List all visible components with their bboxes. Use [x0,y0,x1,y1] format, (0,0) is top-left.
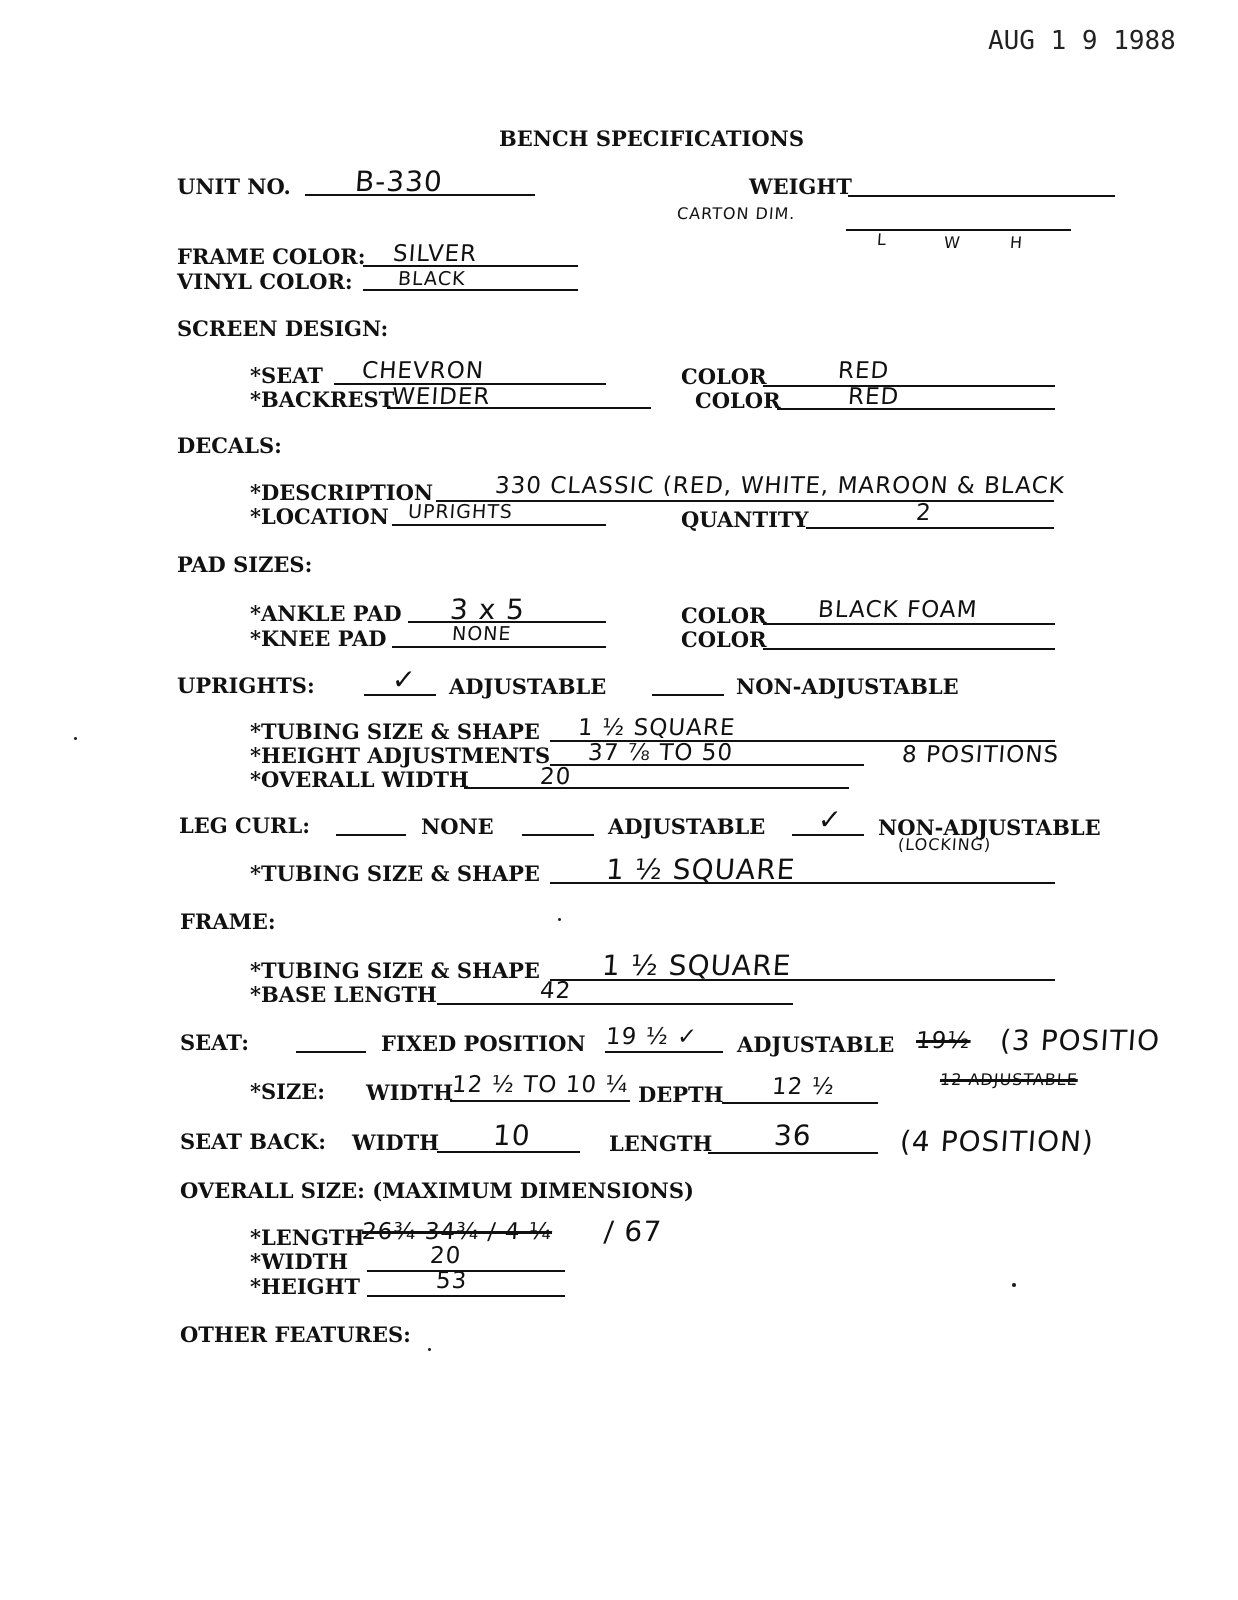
seat-size-label: *SIZE: [250,1079,326,1104]
seat-depth-value: 12 ½ [771,1074,836,1100]
decal-location-line [392,524,606,526]
decal-description-label: *DESCRIPTION [250,480,434,505]
decal-quantity-line [806,527,1054,529]
base-length-line [437,1003,793,1005]
overall-height-value: 53 [435,1268,469,1294]
overall-height-line [367,1295,565,1297]
leg-curl-locking-note: (LOCKING) [897,835,992,854]
scan-speck [1012,1283,1016,1287]
decal-description-line [436,500,1054,502]
unit-no-label: UNIT NO. [177,174,291,199]
overall-size-heading: OVERALL SIZE: (MAXIMUM DIMENSIONS) [180,1178,694,1203]
frame-tubing-label: *TUBING SIZE & SHAPE [250,958,540,983]
knee-color-label: COLOR [681,627,767,652]
leg-curl-none-label: NONE [421,814,494,839]
frame-tubing-value: 1 ½ SQUARE [600,949,793,982]
overall-length-label: *LENGTH [250,1225,365,1250]
form-title: BENCH SPECIFICATIONS [499,126,805,151]
vinyl-color-label: VINYL COLOR: [177,269,353,294]
ankle-color-value: BLACK FOAM [817,597,979,623]
vinyl-color-value: BLACK [397,268,467,290]
leg-curl-non-adjustable-mark: ✓ [816,803,844,836]
decal-location-label: *LOCATION [250,504,389,529]
seat-back-length-label: LENGTH [609,1131,713,1156]
scan-speck [428,1348,431,1351]
carton-dim-h: H [1009,233,1024,252]
decal-location-value: UPRIGHTS [407,501,514,523]
leg-curl-tubing-label: *TUBING SIZE & SHAPE [250,861,540,886]
height-adjustments-note: 8 POSITIONS [901,742,1060,768]
seat-back-width-label: WIDTH [352,1130,440,1155]
seat-adjustable-line [605,1051,723,1053]
seat-fixed-line [296,1051,366,1053]
carton-dim-label: CARTON DIM. [676,204,797,223]
pad-sizes-heading: PAD SIZES: [177,552,313,577]
unit-no-value: B-330 [353,165,444,198]
knee-color-line [763,648,1055,650]
uprights-non-adjustable-line [652,694,724,696]
leg-curl-adjustable-label: ADJUSTABLE [608,814,766,839]
base-length-label: *BASE LENGTH [250,982,437,1007]
weight-label: WEIGHT [749,174,852,199]
seat-heading: SEAT: [180,1030,249,1055]
uprights-tubing-value: 1 ½ SQUARE [577,715,737,741]
uprights-heading: UPRIGHTS: [177,673,315,698]
seat-depth-label: DEPTH [638,1082,724,1107]
seat-depth-line [722,1102,878,1104]
ankle-pad-value: 3 x 5 [448,593,527,626]
seat-fixed-label: FIXED POSITION [381,1031,586,1056]
seat-width-label: WIDTH [366,1080,454,1105]
uprights-non-adjustable-label: NON-ADJUSTABLE [736,674,959,699]
seat-width-value: 12 ½ TO 10 ¼ [451,1072,630,1098]
carton-dim-l: L [876,230,888,249]
seat-back-length-line [708,1152,878,1154]
leg-curl-heading: LEG CURL: [179,813,311,838]
seat-color-label: COLOR [681,364,767,389]
overall-width-size-value: 20 [429,1243,463,1269]
scan-speck [74,737,77,740]
seat-color-value: RED [837,358,891,384]
base-length-value: 42 [539,978,573,1004]
seat-back-width-value: 10 [491,1119,532,1152]
decals-heading: DECALS: [177,433,282,458]
seat-position-note: (3 POSITIO [998,1024,1162,1057]
vinyl-color-line [363,289,578,291]
seat-design-label: *SEAT [250,363,323,388]
frame-heading: FRAME: [180,909,276,934]
seat-struck-note: 19½ [915,1028,972,1054]
screen-design-heading: SCREEN DESIGN: [177,316,389,341]
knee-pad-value: NONE [451,623,513,645]
leg-curl-non-adjustable-label: NON-ADJUSTABLE [878,815,1101,840]
frame-color-value: SILVER [392,241,478,267]
height-adjustments-label: *HEIGHT ADJUSTMENTS [250,743,551,768]
overall-width-size-label: *WIDTH [250,1249,349,1274]
ankle-color-line [763,623,1055,625]
backrest-color-label: COLOR [695,388,781,413]
backrest-color-line [777,408,1055,410]
decal-description-value: 330 CLASSIC (RED, WHITE, MAROON & BLACK [494,473,1066,499]
leg-curl-adjustable-line [522,834,594,836]
backrest-value: WEIDER [391,384,492,410]
seat-adjustable-mark: 19 ½ ✓ [605,1024,699,1050]
seat-width-line [450,1100,630,1102]
decal-quantity-value: 2 [915,500,933,526]
overall-length-struck: 26¾ 34¾ / 4 ¼ [361,1219,553,1245]
ankle-pad-label: *ANKLE PAD [250,601,402,626]
uprights-adjustable-mark: ✓ [390,663,418,696]
overall-width-label: *OVERALL WIDTH [250,767,469,792]
overall-width-line [464,787,849,789]
scan-speck [558,918,561,921]
backrest-label: *BACKREST [250,387,395,412]
uprights-adjustable-label: ADJUSTABLE [449,674,607,699]
height-adjustments-value: 37 ⅞ TO 50 [587,740,734,766]
overall-width-value: 20 [539,764,573,790]
seat-back-heading: SEAT BACK: [180,1129,327,1154]
seat-adjustable-label: ADJUSTABLE [737,1032,895,1057]
date-stamp: AUG 1 9 1988 [988,26,1176,56]
ankle-color-label: COLOR [681,603,767,628]
weight-line [848,195,1115,197]
seat-back-length-value: 36 [772,1119,813,1152]
seat-color-line [763,385,1055,387]
seat-back-position-note: (4 POSITION) [898,1125,1096,1158]
backrest-color-value: RED [847,384,901,410]
decal-quantity-label: QUANTITY [681,507,809,532]
seat-depth-struck-note: 12 ADJUSTABLE [939,1070,1079,1089]
overall-height-label: *HEIGHT [250,1274,361,1299]
leg-curl-none-line [336,834,406,836]
carton-dim-w: W [943,233,962,252]
overall-length-value: / 67 [602,1215,664,1248]
knee-pad-line [392,646,606,648]
leg-curl-tubing-value: 1 ½ SQUARE [604,853,797,886]
frame-color-label: FRAME COLOR: [177,244,366,269]
other-features-label: OTHER FEATURES: [180,1322,411,1347]
uprights-tubing-label: *TUBING SIZE & SHAPE [250,719,540,744]
knee-pad-label: *KNEE PAD [250,626,387,651]
seat-design-value: CHEVRON [361,358,485,384]
